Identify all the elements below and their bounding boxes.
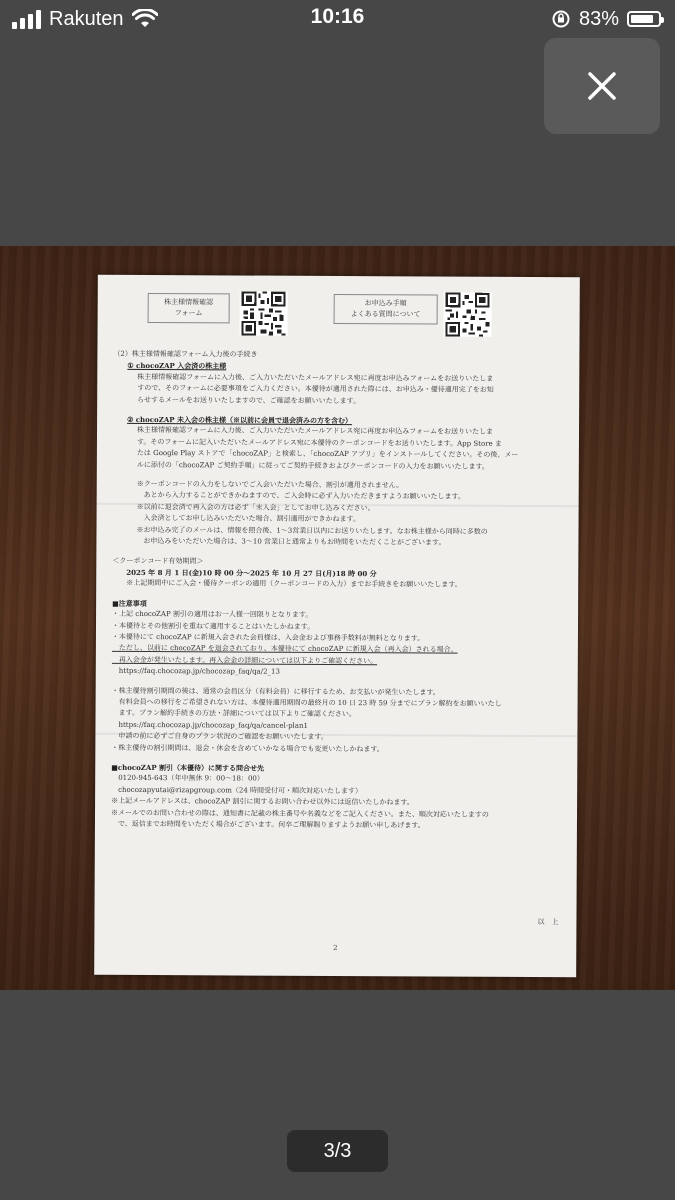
document-line: ※メールでのお問い合わせの際は、通知書に記載の株主番号や名義などをご記入ください。また、順次対応いたしますの: [110, 808, 489, 819]
document-line: ※上記期間中にご入会・優待クーポンの適用（クーポンコードの入力）までお手続きをお願いいたします。: [126, 579, 462, 589]
document-line: （2）株主様情報確認フォーム入力後の手続き: [113, 349, 258, 359]
document-line: ■chocoZAP 割引（本優待）に関する問合せ先: [111, 762, 265, 773]
document-line: ① chocoZAP 入会済の株主様: [127, 361, 227, 371]
document-line: ・株主優待の割引期間は、退会・休会を含めていかなる場合でも変更いたしかねます。: [111, 743, 384, 753]
qr-label-line: フォーム: [174, 309, 203, 318]
status-time: 10:16: [310, 5, 365, 28]
document-line: ・上記 chocoZAP 割引の適用はお一人様一回限りとなります。: [112, 609, 313, 619]
qr-label-line: 株主様情報確認: [164, 298, 214, 307]
document-line: あとから入力することができかねますので、ご入会時に必ず入力いただきますようお願いいたします。: [136, 491, 466, 502]
document-line: 0120-945-643（年中無休 9：00～18：00）: [111, 774, 264, 784]
document-line: ＜クーポンコード有効期間＞: [112, 556, 204, 565]
document-line: すので、そのフォームに必要事項をご入力ください。本優待が適用された際には、お申込み・優待適用完了をお知: [137, 384, 494, 395]
closing-text: 以 上: [537, 918, 559, 927]
qr-code-icon: [444, 293, 492, 337]
document-line: たは Google Play ストアで「chocoZAP」と検索し、「chocoZAP アプリ」をインストールしてください。その後、メー: [136, 449, 519, 460]
document-line: ※以前に退会済で再入会の方は必ず「未入会」としてお申し込みください。: [136, 502, 375, 513]
paper-sheet: [94, 275, 580, 978]
document-line: ※クーポンコードの入力をしないでご入会いただいた場合、割引が適用されません。: [136, 480, 404, 490]
document-line: で、返信までお時間をいただく場合がございます。何卒ご理解賜りますようお願い申しあげます。: [110, 819, 425, 830]
status-bar: [0, 0, 675, 38]
battery-icon: [627, 11, 661, 27]
document-line: 株主様情報確認フォームに入力後、ご入力いただいたメールアドレス宛に再度お申込みフォームをお送りいたしま: [137, 372, 494, 383]
document-line: お申込みをいただいた場合は、3～10 営業日と通常よりもお時間をいただくことがございます。: [136, 537, 446, 547]
document-body: [111, 349, 564, 833]
document-line: ・本優待とその他割引を重ねて適用することはいたしかねます。: [111, 621, 315, 631]
document-line: ② chocoZAP 未入会の株主様（※以前に会員で退会済みの方を含む）: [127, 414, 353, 426]
document-line: ■注意事項: [112, 598, 147, 608]
orientation-lock-icon: [551, 9, 571, 29]
document-line: 株主様情報確認フォームに入力後、ご入力いただいたメールアドレス宛に再度お申込みフォームをお送りいたしま: [137, 426, 493, 437]
document-line: ルに添付の「chocoZAP ご契約手順」に従ってご契約手続きおよびクーポンコードの入力をお願いいたします。: [136, 460, 489, 471]
document-line: ・本優待にて chocoZAP に新規入会された会員様は、入会金および事務手数料が無料となります。: [111, 632, 425, 643]
page-counter: 3/3: [287, 1130, 388, 1172]
document-line: 2025 年 8 月 1 日(金)10 時 00 分～2025 年 10 月 27 日(月)18 時 00 分: [126, 567, 377, 579]
document-line: ただし、以前に chocoZAP を退会されており、本優待にて chocoZAP に新規入会（再入会）される場合、: [111, 644, 458, 654]
carrier-name: Rakuten: [49, 7, 124, 30]
battery-percent: 83%: [578, 7, 619, 30]
qr-label-line: よくある質問について: [350, 310, 421, 319]
qr-label-box-2: [334, 294, 438, 325]
document-line: ※上記メールアドレスは、chocoZAP 割引に関するお問い合わせ以外には返信いたしかねます。: [111, 797, 414, 807]
document-line: 再入会金が発生いたします。再入会金の詳細については以下よりご確認ください。: [111, 655, 378, 665]
close-icon: [587, 71, 617, 101]
document-line: chocozapyutai@rizapgroup.com（24 時間受付可・順次対応いたします）: [111, 785, 363, 795]
document-line: 有料会員への移行をご希望されない方は、本優待適用期間の最終月の 10 日 23 時 59 分までにプラン解約をお願いいたし: [111, 697, 502, 708]
status-right: [551, 6, 661, 32]
document-line: す。そのフォームに記入いただいたメールアドレス宛に本優待のクーポンコードをお送りいたします。App Store ま: [136, 437, 502, 448]
document-line: ます。プラン解約手続きの方法・詳細については以下よりご確認ください。: [111, 709, 356, 719]
document-photo[interactable]: [0, 246, 675, 990]
document-line: https://faq.chocozap.jp/chocozap_faq/qa/cancel-plan1: [111, 720, 308, 730]
qr-label-line: お申込み手順: [364, 299, 407, 308]
document-line: https://faq.chocozap.jp/chocozap_faq/qa/2_13: [111, 666, 280, 676]
document-line: ※お申込み完了のメールは、情報を照合後、1～3営業日以内にお送りいたします。なお株主様から同時に多数の: [136, 525, 488, 536]
document-line: らせするメールをお送りいたしますので、ご確認をお願いいたします。: [137, 395, 361, 405]
qr-label-box-1: [148, 293, 230, 323]
document-line: ・株主優待割引期間の後は、通常の会員区分（有料会員）に移行するため、お支払いが発生いたします。: [111, 686, 440, 697]
document-line: 申請の前に必ずご自身のプラン状況のご確認をお願いいたします。: [111, 732, 328, 742]
qr-code-icon: [240, 291, 288, 335]
document-line: 入会済としてお申し込みいただいた場合、割引適用ができかねます。: [136, 514, 361, 524]
page-number: 2: [333, 943, 338, 953]
close-button[interactable]: [544, 38, 660, 134]
